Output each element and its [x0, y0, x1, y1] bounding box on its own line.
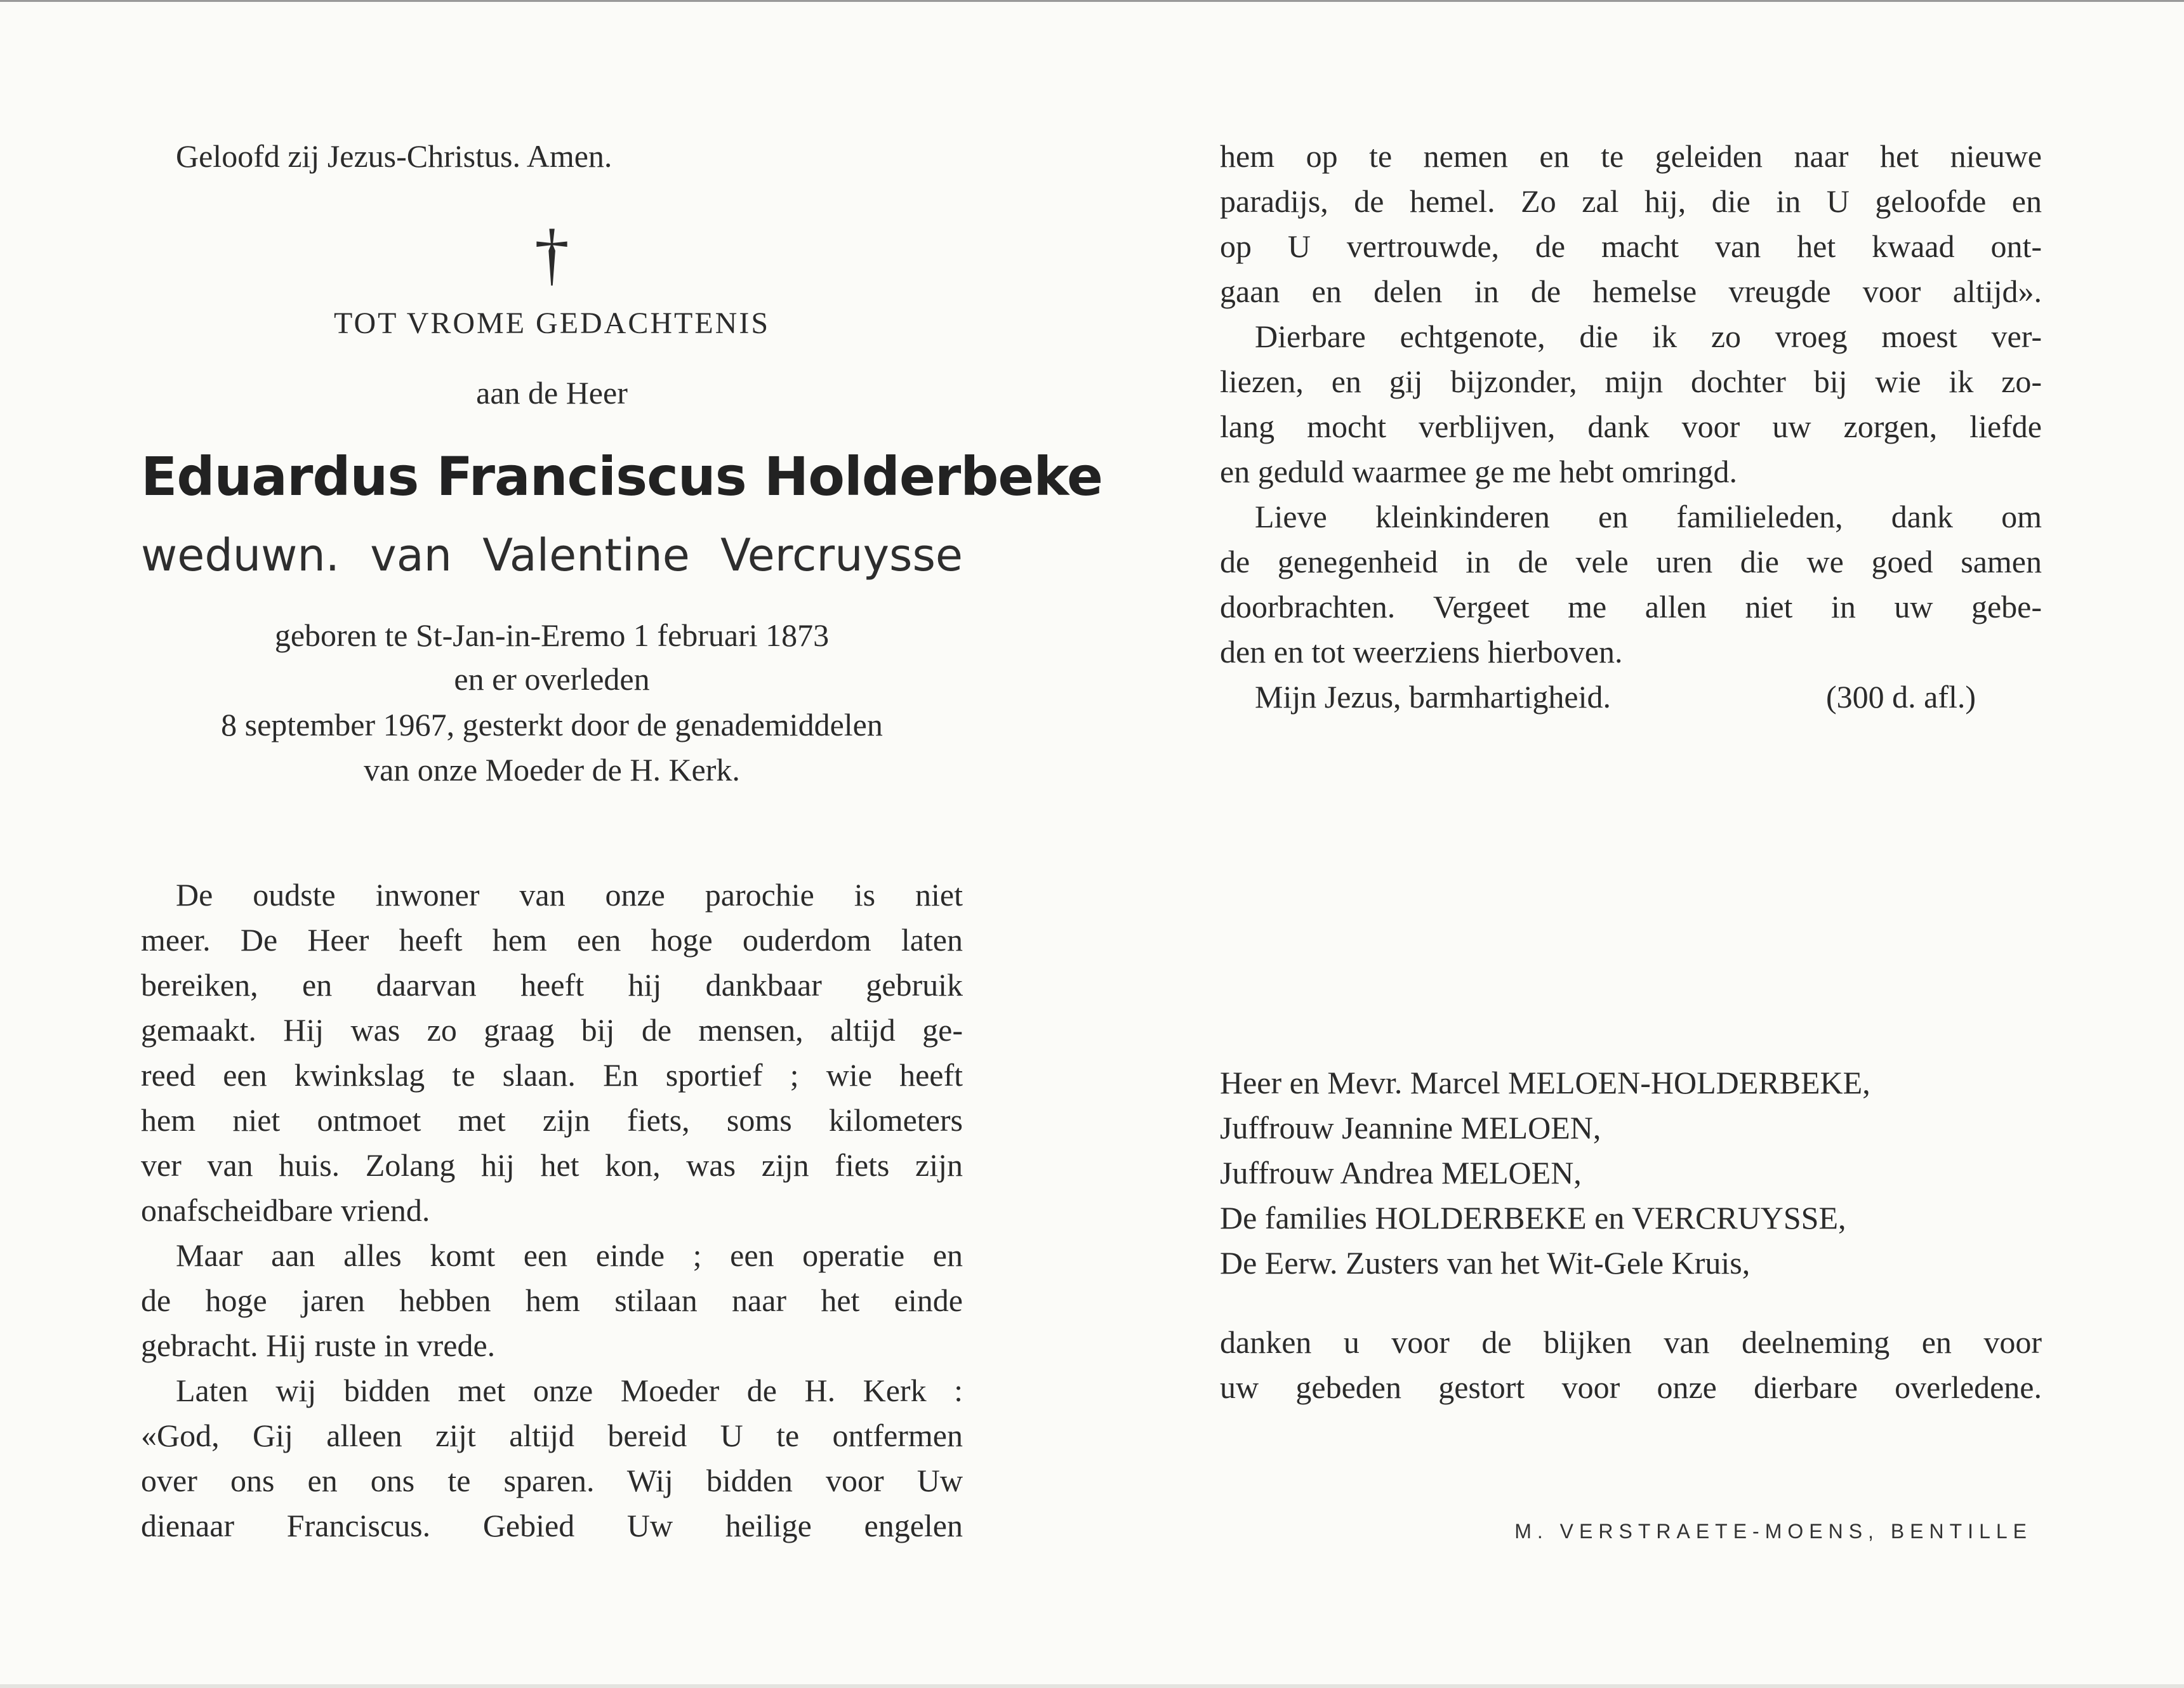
body-line: «God, Gij alleen zijt altijd bereid U te ontfermen: [141, 1418, 963, 1453]
opening-line: Geloofd zij Jezus-Christus. Amen.: [176, 138, 612, 174]
family-line: Juffrouw Andrea MELOEN,: [1220, 1155, 1582, 1190]
body-line: bereiken, en daarvan heeft hij dankbaar gebruik: [141, 967, 963, 1003]
body-line: liezen, en gij bijzonder, mijn dochter bij wie ik zo-: [1220, 364, 2042, 399]
body-line: gebracht. Hij ruste in vrede.: [141, 1328, 496, 1363]
printer-credit: M. VERSTRAETE-MOENS, BENTILLE: [1514, 1520, 2032, 1543]
prayer-line: Mijn Jezus, barmhartigheid.: [1255, 679, 1611, 715]
body-line: De oudste inwoner van onze parochie is niet: [176, 877, 963, 913]
bio-line: 8 september 1967, gesterkt door de genademiddelen: [221, 707, 883, 742]
family-line: De Eerw. Zusters van het Wit-Gele Kruis,: [1220, 1245, 1751, 1281]
body-line: over ons en ons te sparen. Wij bidden voor Uw: [141, 1463, 963, 1498]
body-line: de genegenheid in de vele uren die we goed samen: [1220, 544, 2042, 579]
body-line: meer. De Heer heeft hem een hoge ouderdom laten: [141, 922, 963, 958]
body-line: doorbrachten. Vergeet me allen niet in uw gebe-: [1220, 589, 2042, 624]
body-line: de hoge jaren hebben hem stilaan naar het einde: [141, 1282, 963, 1318]
body-line: den en tot weerziens hierboven.: [1220, 634, 1623, 669]
body-line: en geduld waarmee ge me hebt omringd.: [1220, 454, 1737, 489]
family-line: Juffrouw Jeannine MELOEN,: [1220, 1110, 1601, 1145]
body-line: Laten wij bidden met onze Moeder de H. Kerk :: [176, 1373, 963, 1408]
cross-icon: †: [534, 215, 569, 293]
bio-line: van onze Moeder de H. Kerk.: [364, 752, 740, 788]
body-line: Dierbare echtgenote, die ik zo vroeg moest ver-: [1255, 319, 2042, 354]
body-line: hem op te nemen en te geleiden naar het nieuwe: [1220, 138, 2042, 174]
card-bottom-edge: [0, 1684, 2184, 1688]
widower-line: weduwn. van Valentine Vercruysse: [141, 529, 963, 581]
memorial-heading: TOT VROME GEDACHTENIS: [333, 307, 771, 340]
body-line: paradijs, de hemel. Zo zal hij, die in U geloofde en: [1220, 183, 2042, 219]
body-line: onafscheidbare vriend.: [141, 1192, 430, 1228]
indulgence-note: (300 d. afl.): [1826, 679, 1976, 715]
body-line: gemaakt. Hij was zo graag bij de mensen, altijd ge-: [141, 1012, 963, 1048]
family-line: De families HOLDERBEKE en VERCRUYSSE,: [1220, 1200, 1846, 1236]
body-line: hem niet ontmoet met zijn fiets, soms kilometers: [141, 1102, 963, 1138]
body-line: ver van huis. Zolang hij het kon, was zijn fiets zijn: [141, 1147, 963, 1183]
body-line: op U vertrouwde, de macht van het kwaad ont-: [1220, 228, 2042, 264]
body-line: lang mocht verblijven, dank voor uw zorgen, liefde: [1220, 409, 2042, 444]
body-line: gaan en delen in de hemelse vreugde voor altijd».: [1220, 274, 2042, 309]
thanks-line: danken u voor de blijken van deelneming en voor: [1220, 1324, 2042, 1360]
body-line: Lieve kleinkinderen en familieleden, dank om: [1255, 499, 2042, 534]
body-line: dienaar Franciscus. Gebied Uw heilige engelen: [141, 1508, 963, 1543]
body-line: Maar aan alles komt een einde ; een operatie en: [176, 1237, 963, 1273]
family-line: Heer en Mevr. Marcel MELOEN-HOLDERBEKE,: [1220, 1065, 1870, 1100]
aan-de-heer: aan de Heer: [476, 375, 628, 411]
body-line: reed een kwinkslag te slaan. En sportief ; wie heeft: [141, 1057, 963, 1093]
deceased-name: Eduardus Franciscus Holderbeke: [141, 445, 1102, 508]
thanks-line: uw gebeden gestort voor onze dierbare overledene.: [1220, 1369, 2042, 1405]
bio-line: en er overleden: [454, 661, 650, 697]
bio-line: geboren te St-Jan-in-Eremo 1 februari 1873: [274, 617, 830, 653]
